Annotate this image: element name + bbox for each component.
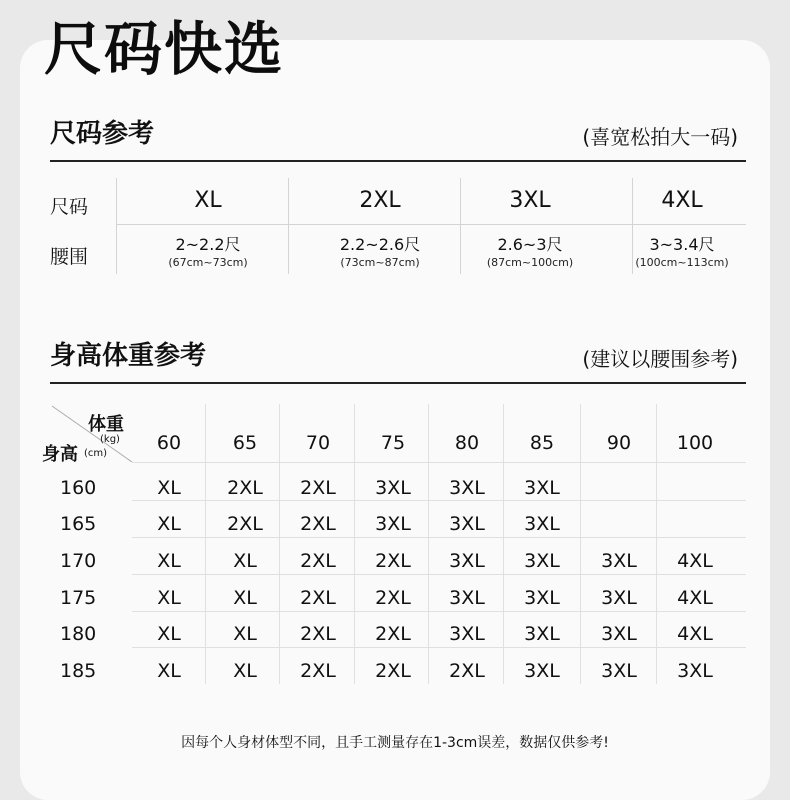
waist-chi: 2.6~3尺 [497,235,563,254]
size-cell: 4XL [677,550,713,572]
weight-header: 80 [454,432,480,454]
size-cell: 2XL [300,477,336,499]
size-cell: 2XL [300,587,336,609]
size-cell: 2XL [375,660,411,682]
weight-label: 体重 [88,414,124,435]
size-cell: XL [233,587,257,609]
size-cell: 3XL [449,623,485,645]
size-cell: 3XL [449,587,485,609]
size-cell: XL [157,550,181,572]
size-cell: 2XL [375,587,411,609]
size-cell: 3XL [601,550,637,572]
size-cell: 2XL [300,623,336,645]
size-cell: 3XL [524,660,560,682]
col-divider [288,178,289,274]
waist-row-label: 腰围 [50,246,89,268]
size-label: 3XL [509,188,551,213]
size-cell: 3XL [601,587,637,609]
size-cell: 2XL [300,513,336,535]
size-cell: 2XL [227,513,263,535]
height-unit: (cm) [84,448,108,459]
height-row-label: 175 [60,587,97,609]
size-cell: 2XL [300,660,336,682]
height-row-label: 185 [60,660,97,682]
weight-header: 100 [676,432,714,454]
grid-corner-header [40,404,132,465]
size-cell: XL [157,587,181,609]
weight-header: 90 [606,432,632,454]
waist-chi: 2~2.2尺 [175,235,241,254]
size-cell: XL [233,550,257,572]
height-row-label: 170 [60,550,97,572]
size-col-2xl [294,178,466,274]
size-cell: 4XL [677,587,713,609]
size-cell: XL [233,660,257,682]
size-cell [658,470,732,506]
height-label: 身高 [42,444,78,465]
size-cell: 2XL [300,550,336,572]
waist-cm: (87cm~100cm) [486,256,574,269]
grid-row-divider [132,462,746,463]
waist-cm: (67cm~73cm) [168,256,248,269]
size-cell: 2XL [375,623,411,645]
grid-row [40,506,746,542]
waist-chi: 3~3.4尺 [649,235,715,254]
size-cell: XL [157,660,181,682]
size-cell: 3XL [601,660,637,682]
weight-header: 75 [380,432,406,454]
height-row-label: 165 [60,513,97,535]
size-col-xl [122,178,294,274]
size-cell [658,506,732,542]
height-row-label: 180 [60,623,97,645]
grid-row [40,470,746,506]
size-cell: 3XL [524,587,560,609]
weight-header: 70 [305,432,331,454]
size-cell: 3XL [601,623,637,645]
size-table [50,178,746,274]
size-cell: XL [157,623,181,645]
grid-row [40,580,746,616]
weight-header: 65 [232,432,258,454]
waist-cm: (73cm~87cm) [340,256,420,269]
size-col-4xl [596,178,768,274]
size-col-3xl [444,178,616,274]
size-cell: 3XL [524,550,560,572]
size-cell: 3XL [375,513,411,535]
weight-header: 85 [529,432,555,454]
size-label: 4XL [661,188,703,213]
grid-row [40,616,746,652]
disclaimer-footnote: 因每个人身材体型不同，且手工测量存在1-3cm误差，数据仅供参考! [181,735,609,751]
size-label: XL [194,188,222,213]
size-ref-header [50,116,746,162]
size-cell: 3XL [449,477,485,499]
size-cell: 3XL [524,477,560,499]
waist-chi: 2.2~2.6尺 [339,235,421,254]
size-cell: 3XL [375,477,411,499]
grid-row [40,543,746,579]
waist-cm: (100cm~113cm) [635,256,729,269]
size-cell [582,506,656,542]
weight-unit: (kg) [100,434,120,445]
size-cell: XL [157,477,181,499]
page-title: 尺码快选 [44,15,285,83]
size-ref-title: 尺码参考 [50,119,155,149]
col-divider [116,178,117,274]
size-cell: 2XL [227,477,263,499]
weight-header: 60 [156,432,182,454]
height-weight-grid [40,404,746,684]
size-cell: 3XL [524,513,560,535]
size-cell: 3XL [677,660,713,682]
size-cell: 3XL [524,623,560,645]
size-cell: 3XL [449,513,485,535]
size-ref-note: (喜宽松拍大一码) [582,125,738,149]
size-cell: 2XL [375,550,411,572]
height-row-label: 160 [60,477,97,499]
size-cell: XL [233,623,257,645]
hw-ref-header [50,338,746,384]
hw-ref-title: 身高体重参考 [50,341,207,371]
size-cell [582,470,656,506]
size-cell: XL [157,513,181,535]
size-cell: 2XL [449,660,485,682]
size-row-label: 尺码 [50,196,89,218]
size-cell: 4XL [677,623,713,645]
grid-row [40,653,746,689]
hw-ref-note: (建议以腰围参考) [582,347,738,371]
size-cell: 3XL [449,550,485,572]
size-label: 2XL [359,188,401,213]
